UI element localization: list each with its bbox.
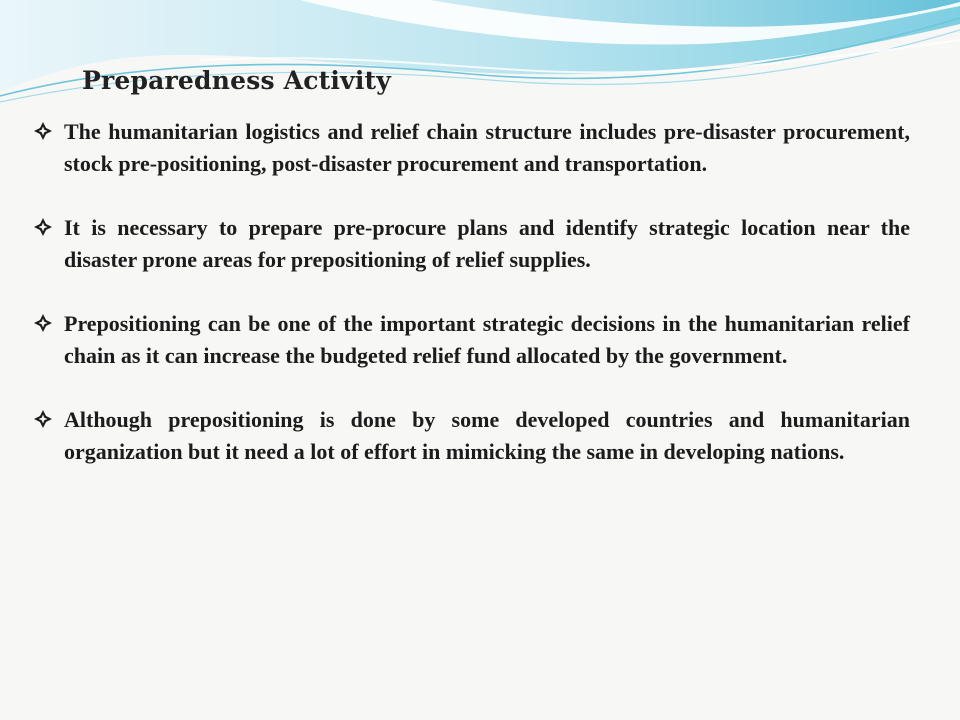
list-item — [34, 404, 910, 468]
list-item — [34, 308, 910, 372]
diamond-bullet-icon — [34, 404, 64, 434]
diamond-bullet-icon — [34, 212, 64, 242]
list-item — [34, 116, 910, 180]
bullet-text: Although prepositioning is done by some developed countries and humanitarian organization but it need a lot of effort in mimicking the same in developing nations. — [64, 407, 910, 464]
diamond-bullet-icon — [34, 116, 64, 146]
bullet-list — [34, 116, 910, 500]
bullet-text: The humanitarian logistics and relief chain structure includes pre-disaster procurement, stock pre-positioning, post-disaster procurement and transportation. — [64, 119, 910, 176]
bullet-text: Prepositioning can be one of the important strategic decisions in the humanitarian relief chain as it can increase the budgeted relief fund allocated by the government. — [64, 311, 910, 368]
slide-title: Preparedness Activity — [82, 66, 392, 95]
diamond-bullet-icon — [34, 308, 64, 338]
bullet-text: It is necessary to prepare pre-procure plans and identify strategic location near the disaster prone areas for prepositioning of relief supplies. — [64, 215, 910, 272]
list-item — [34, 212, 910, 276]
